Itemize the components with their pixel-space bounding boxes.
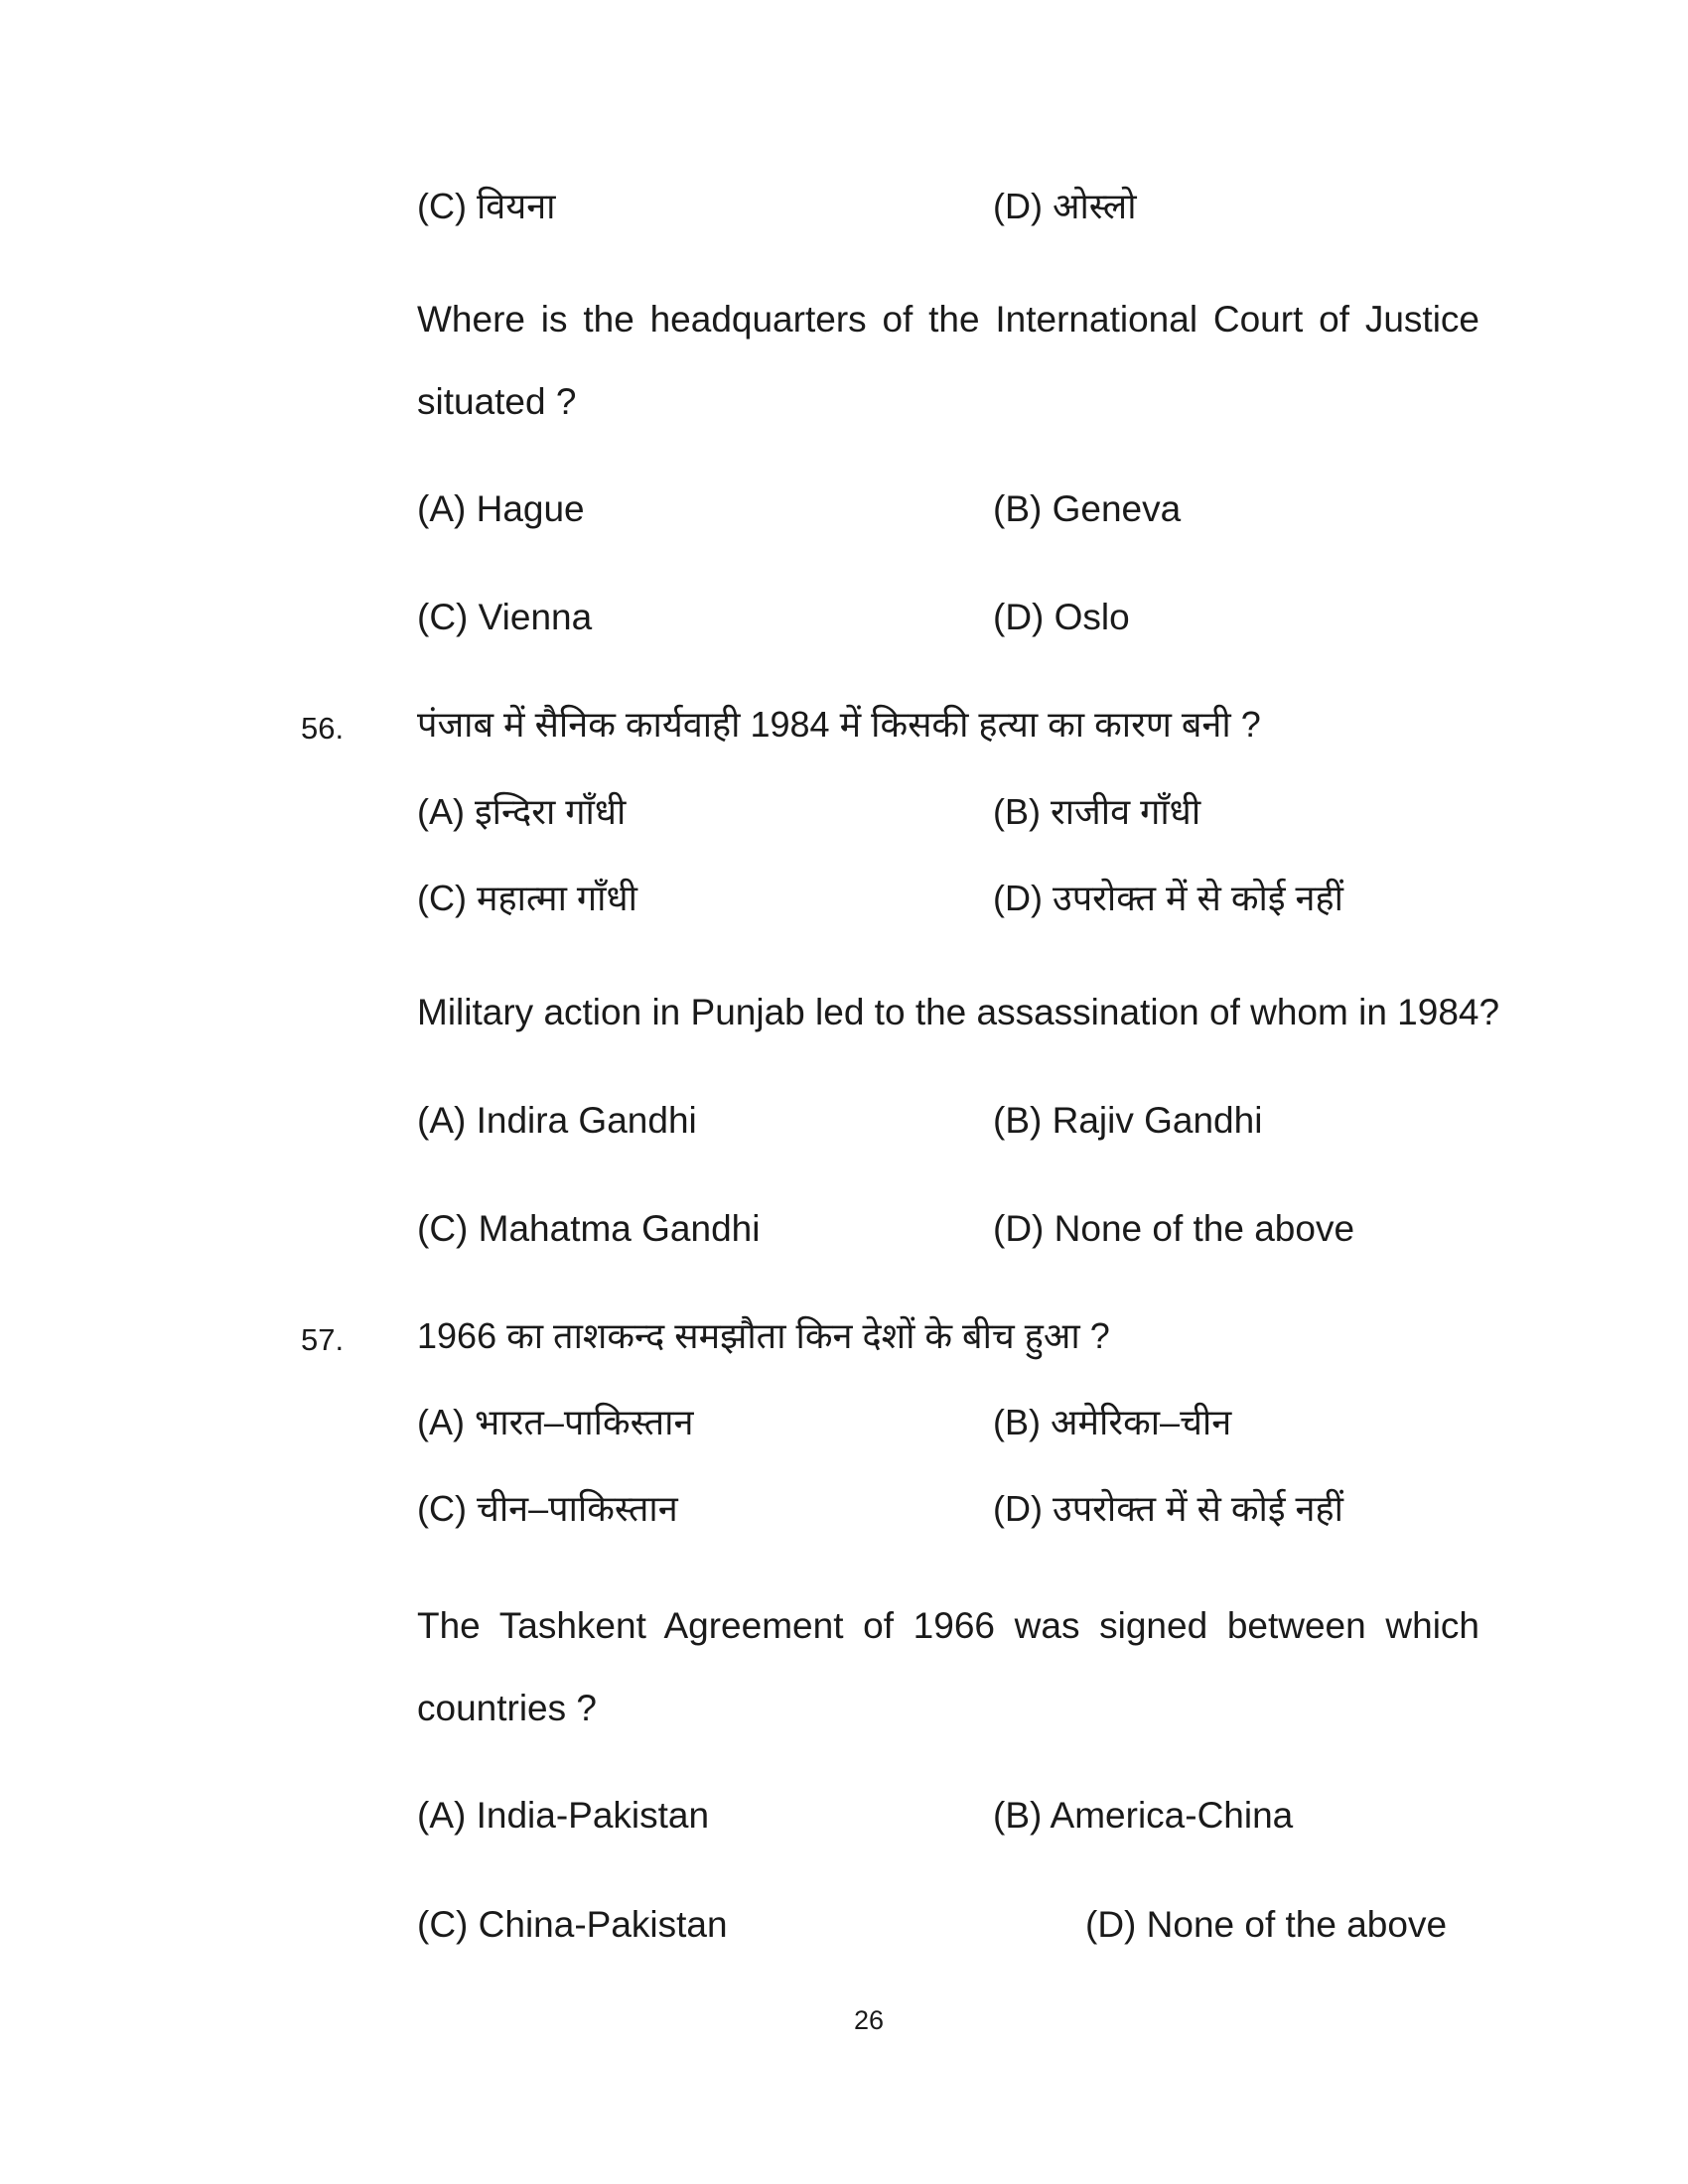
q56-hi-question: पंजाब में सैनिक कार्यवाही 1984 में किसकी हत्या का कारण बनी ? [417,704,1261,745]
q57-number: 57. [301,1322,345,1357]
q57-en-option-d: (D) None of the above [1085,1904,1448,1945]
q57-en-option-c: (C) China-Pakistan [417,1904,728,1945]
q56-en-option-c: (C) Mahatma Gandhi [417,1208,761,1249]
q56-en-option-d: (D) None of the above [993,1208,1355,1249]
q57-hi-option-d: (D) उपरोक्त में से कोई नहीं [993,1488,1343,1529]
q56-hi-option-c: (C) महात्मा गाँधी [417,878,637,918]
q55-hi-option-c: (C) वियना [417,186,556,226]
q57-en-option-a: (A) India-Pakistan [417,1795,710,1836]
q55-en-option-c: (C) Vienna [417,597,593,637]
q57-en-question: The Tashkent Agreement of 1966 was signed between which countries ? [417,1605,1479,1728]
q57-hi-question: 1966 का ताशकन्द समझौता किन देशों के बीच हुआ ? [417,1315,1110,1356]
q55-en-option-a: (A) Hague [417,488,585,529]
q57-hi-option-b: (B) अमेरिका–चीन [993,1402,1232,1442]
q56-en-option-b: (B) Rajiv Gandhi [993,1100,1263,1141]
q57-hi-option-c: (C) चीन–पाकिस्तान [417,1488,678,1529]
q55-en-question: Where is the headquarters of the International Court of Justice situated ? [417,299,1479,422]
q55-hi-option-d: (D) ओस्लो [993,186,1137,226]
q57-hi-option-a: (A) भारत–पाकिस्तान [417,1402,694,1442]
q55-en-option-d: (D) Oslo [993,597,1130,637]
q56-hi-option-b: (B) राजीव गाँधी [993,791,1201,832]
q55-en-option-b: (B) Geneva [993,488,1182,529]
page-number: 26 [853,2005,885,2035]
q57-en-option-b: (B) America-China [993,1795,1294,1836]
q56-en-question: Military action in Punjab led to the assassination of whom in 1984? [417,992,1500,1032]
q56-hi-option-a: (A) इन्दिरा गाँधी [417,791,627,832]
q56-number: 56. [301,711,345,746]
q56-en-option-a: (A) Indira Gandhi [417,1100,697,1141]
q56-hi-option-d: (D) उपरोक्त में से कोई नहीं [993,878,1343,918]
